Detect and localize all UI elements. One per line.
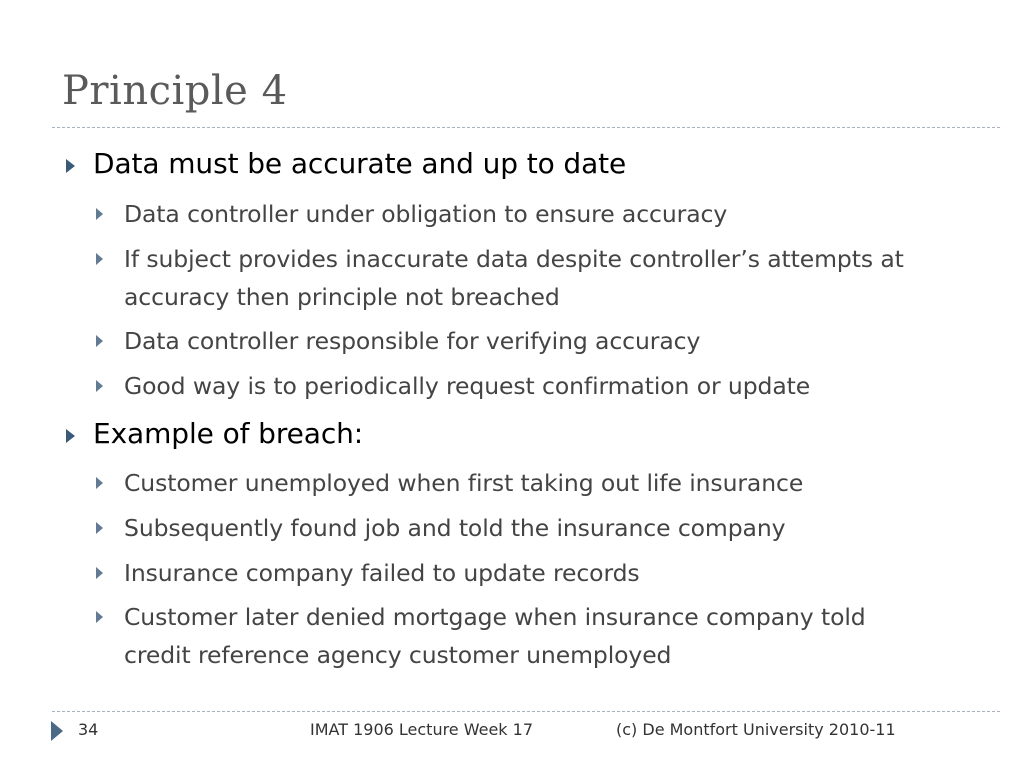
footer-divider <box>52 711 1000 712</box>
triangle-bullet-icon <box>96 611 103 623</box>
list-item <box>124 322 700 360</box>
triangle-bullet-icon <box>96 208 103 220</box>
footer-lecture: IMAT 1906 Lecture Week 17 <box>310 720 534 739</box>
list-item-text: Data controller responsible for verifying accuracy <box>124 327 701 355</box>
list-item-text-continued: accuracy then principle not breached <box>124 283 560 311</box>
section-heading: Data must be accurate and up to date <box>93 147 627 180</box>
list-item-text: Customer unemployed when first taking out life insurance <box>124 469 804 497</box>
section-heading: Example of breach: <box>93 417 364 450</box>
list-item-text: If subject provides inaccurate data despite controller’s attempts at <box>124 245 904 273</box>
list-item <box>124 598 866 674</box>
list-item-text-continued: credit reference agency customer unemployed <box>124 641 672 669</box>
next-slide-arrow-icon[interactable] <box>51 721 63 741</box>
list-item <box>124 554 640 592</box>
triangle-bullet-icon <box>96 477 103 489</box>
list-item <box>124 195 727 233</box>
list-item-text: Good way is to periodically request confirmation or update <box>124 372 811 400</box>
list-item <box>124 509 785 547</box>
slide-title: Principle 4 <box>62 68 288 114</box>
triangle-bullet-icon <box>96 380 103 392</box>
list-item-text: Data controller under obligation to ensure accuracy <box>124 200 728 228</box>
list-item <box>124 240 904 316</box>
list-item-text: Subsequently found job and told the insurance company <box>124 514 786 542</box>
triangle-bullet-icon <box>96 522 103 534</box>
page-number: 34 <box>78 720 99 739</box>
triangle-bullet-icon <box>96 335 103 347</box>
list-item-text: Customer later denied mortgage when insurance company told <box>124 603 866 631</box>
triangle-bullet-icon <box>96 253 103 265</box>
triangle-bullet-icon <box>66 429 75 443</box>
list-item-text: Insurance company failed to update records <box>124 559 640 587</box>
triangle-bullet-icon <box>66 159 75 173</box>
list-item <box>124 464 803 502</box>
footer-copyright: (c) De Montfort University 2010-11 <box>616 720 896 739</box>
list-item <box>124 367 810 405</box>
triangle-bullet-icon <box>96 567 103 579</box>
